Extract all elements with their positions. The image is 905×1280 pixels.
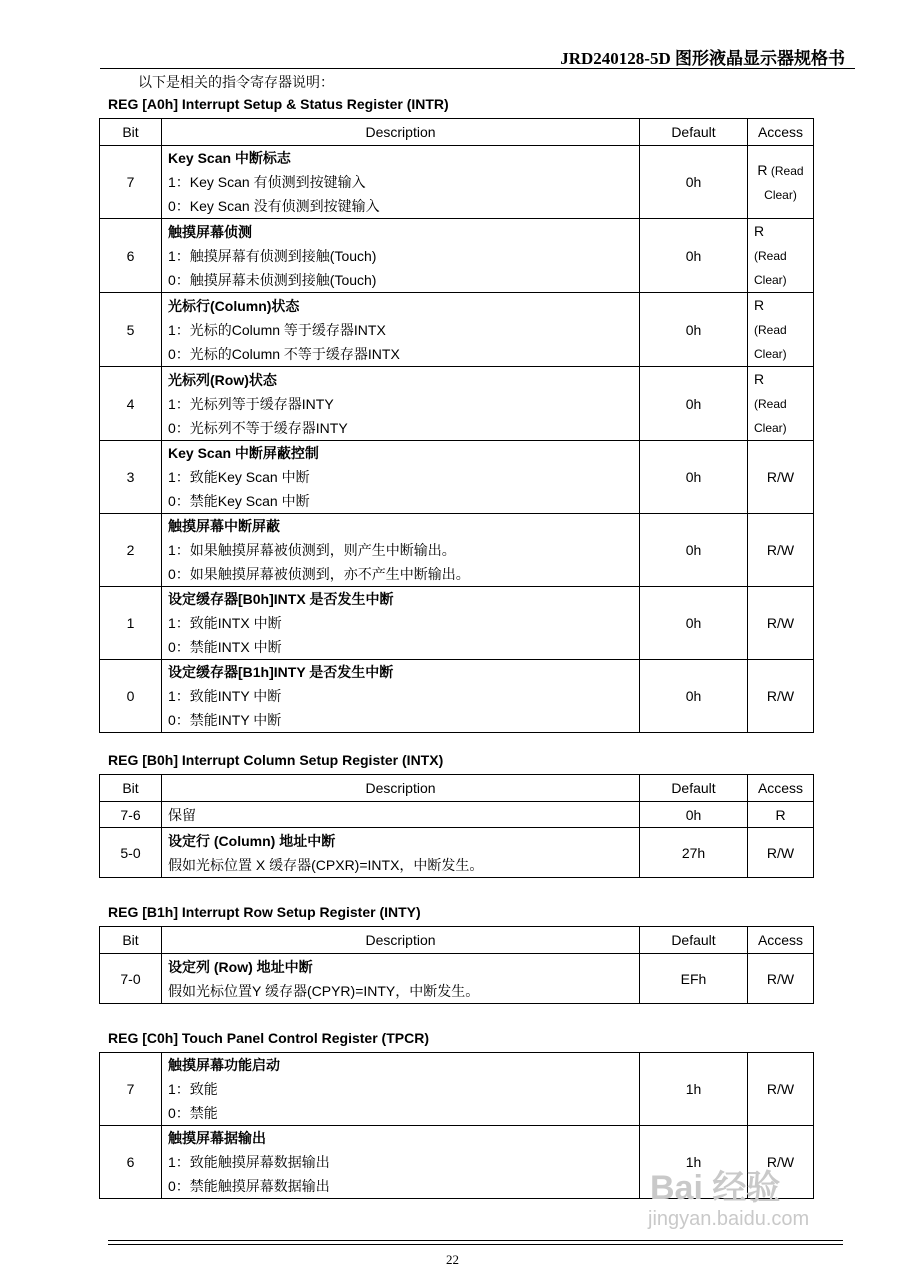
- access-mode: R: [757, 161, 768, 178]
- description-heading: Key Scan 中断标志: [168, 150, 291, 166]
- bit-cell: 7: [100, 146, 162, 219]
- description-line: 1：致能Key Scan 中断: [168, 469, 310, 485]
- access-cell: [748, 367, 814, 441]
- access-cell: R: [748, 802, 814, 828]
- description-heading: 设定缓存器[B1h]INTY 是否发生中断: [168, 664, 394, 680]
- baidu-watermark-logo: Bai 经验: [650, 1169, 781, 1207]
- description-line: 1：Key Scan 有侦测到按键输入: [168, 174, 366, 190]
- description-cell: [162, 293, 640, 367]
- description-line: 0：光标列不等于缓存器INTY: [168, 419, 348, 436]
- access-note: Clear): [754, 421, 787, 435]
- description-cell: [162, 1126, 640, 1199]
- page-number: 22: [446, 1252, 459, 1267]
- access-cell: [748, 293, 814, 367]
- col-bit: Bit: [100, 927, 162, 954]
- table-row: [100, 146, 814, 219]
- description-heading: 设定行 (Column) 地址中断: [168, 832, 336, 849]
- default-cell: 0h: [640, 367, 748, 441]
- col-description: Description: [162, 927, 640, 954]
- col-access: Access: [748, 775, 814, 802]
- bit-cell: 5-0: [100, 828, 162, 878]
- reg-b0-title: REG [B0h] Interrupt Column Setup Register (INTX): [108, 752, 444, 768]
- description-line: 1：光标的Column 等于缓存器INTX: [168, 321, 386, 338]
- default-cell: 27h: [640, 828, 748, 878]
- bit-cell: 0: [100, 660, 162, 733]
- bit-cell: 4: [100, 367, 162, 441]
- description-heading: 设定缓存器[B0h]INTX 是否发生中断: [168, 591, 394, 607]
- reg-a0-table: [99, 118, 814, 733]
- col-access: Access: [748, 927, 814, 954]
- access-note: (Read: [770, 163, 804, 178]
- bit-cell: 2: [100, 514, 162, 587]
- access-note: Clear): [754, 347, 787, 361]
- default-cell: 0h: [640, 660, 748, 733]
- col-description: Description: [162, 119, 640, 146]
- bit-cell: 7: [100, 1053, 162, 1126]
- access-mode: R: [754, 297, 765, 313]
- description-heading: 触摸屏幕侦测: [168, 223, 252, 240]
- reg-b1-table: [99, 926, 814, 1004]
- default-cell: 0h: [640, 802, 748, 828]
- description-line: 0：禁能INTY 中断: [168, 712, 282, 728]
- description-line: 0：如果触摸屏幕被侦测到，亦不产生中断输出。: [168, 566, 470, 582]
- access-note: Clear): [764, 187, 797, 202]
- description-heading: 触摸屏幕中断屏蔽: [168, 518, 280, 534]
- description-line: 1：致能触摸屏幕数据输出: [168, 1154, 330, 1170]
- description-line: 0：Key Scan 没有侦测到按键输入: [168, 198, 380, 214]
- access-note: (Read: [754, 249, 787, 263]
- access-cell: R/W: [748, 1126, 814, 1199]
- table-row: [100, 441, 814, 514]
- access-cell: R/W: [748, 954, 814, 1004]
- access-cell: R/W: [748, 514, 814, 587]
- default-cell: 0h: [640, 146, 748, 219]
- table-row: [100, 514, 814, 587]
- description-line: 1：致能: [168, 1081, 218, 1097]
- description-heading: 触摸屏幕功能启动: [168, 1057, 280, 1073]
- description-cell: [162, 367, 640, 441]
- description-heading: Key Scan 中断屏蔽控制: [168, 445, 319, 461]
- description-line: 0：禁能INTX 中断: [168, 639, 282, 655]
- description-line: 0：光标的Column 不等于缓存器INTX: [168, 345, 400, 362]
- access-mode: R: [754, 223, 765, 239]
- col-access: Access: [748, 119, 814, 146]
- table-row: [100, 367, 814, 441]
- col-default: Default: [640, 119, 748, 146]
- description-cell: [162, 146, 640, 219]
- col-default: Default: [640, 775, 748, 802]
- col-default: Default: [640, 927, 748, 954]
- description-line: 假如光标位置Y 缓存器(CPYR)=INTY，中断发生。: [168, 982, 480, 999]
- description-line: 0：禁能触摸屏幕数据输出: [168, 1178, 330, 1194]
- default-cell: 1h: [640, 1126, 748, 1199]
- description-line: 1：触摸屏幕有侦测到接触(Touch): [168, 247, 377, 264]
- table-row: [100, 587, 814, 660]
- reg-a0-title: REG [A0h] Interrupt Setup & Status Register (INTR): [108, 96, 449, 112]
- description-cell: [162, 828, 640, 878]
- description-cell: [162, 587, 640, 660]
- table-header-row: [100, 927, 814, 954]
- description-cell: [162, 954, 640, 1004]
- default-cell: 1h: [640, 1053, 748, 1126]
- document-title: JRD240128-5D 图形液晶显示器规格书: [560, 49, 845, 68]
- access-note: (Read: [754, 323, 787, 337]
- table-row: [100, 660, 814, 733]
- baidu-watermark-url: jingyan.baidu.com: [648, 1208, 810, 1230]
- description-line: 1：致能INTX 中断: [168, 615, 282, 631]
- description-line: 0：触摸屏幕未侦测到接触(Touch): [168, 271, 377, 288]
- description-line: 假如光标位置 X 缓存器(CPXR)=INTX，中断发生。: [168, 856, 484, 873]
- access-note: (Read: [754, 397, 787, 411]
- access-cell: R/W: [748, 1053, 814, 1126]
- col-bit: Bit: [100, 775, 162, 802]
- description-heading: 触摸屏幕据输出: [168, 1130, 266, 1146]
- description-line: 1：光标列等于缓存器INTY: [168, 395, 334, 412]
- table-row: [100, 954, 814, 1004]
- access-cell: R/W: [748, 587, 814, 660]
- description-line: 0：禁能Key Scan 中断: [168, 493, 310, 509]
- access-mode: R: [754, 371, 765, 387]
- access-cell: [748, 219, 814, 293]
- reg-b1-title: REG [B1h] Interrupt Row Setup Register (INTY): [108, 904, 421, 920]
- table-row: [100, 802, 814, 828]
- default-cell: 0h: [640, 219, 748, 293]
- access-note: Clear): [754, 273, 787, 287]
- bit-cell: 7-0: [100, 954, 162, 1004]
- table-header-row: [100, 119, 814, 146]
- default-cell: 0h: [640, 514, 748, 587]
- description-cell: [162, 219, 640, 293]
- description-line: 1：如果触摸屏幕被侦测到，则产生中断输出。: [168, 542, 456, 558]
- table-row: [100, 828, 814, 878]
- table-row: [100, 293, 814, 367]
- default-cell: 0h: [640, 293, 748, 367]
- description-cell: [162, 660, 640, 733]
- description-heading: 光标列(Row)状态: [168, 371, 277, 388]
- reg-b0-table: [99, 774, 814, 878]
- bit-cell: 5: [100, 293, 162, 367]
- description-cell: [162, 514, 640, 587]
- access-cell: [748, 146, 814, 219]
- default-cell: 0h: [640, 587, 748, 660]
- description-heading: 光标行(Column)状态: [168, 297, 300, 314]
- bit-cell: 6: [100, 219, 162, 293]
- description-cell: 保留: [162, 802, 640, 828]
- bit-cell: 7-6: [100, 802, 162, 828]
- description-cell: [162, 1053, 640, 1126]
- reg-c0-title: REG [C0h] Touch Panel Control Register (TPCR): [108, 1030, 429, 1046]
- default-cell: EFh: [640, 954, 748, 1004]
- description-line: 1：致能INTY 中断: [168, 688, 282, 704]
- intro-text: 以下是相关的指令寄存器说明：: [138, 75, 334, 91]
- col-bit: Bit: [100, 119, 162, 146]
- bit-cell: 6: [100, 1126, 162, 1199]
- table-header-row: [100, 775, 814, 802]
- footer-rule: [108, 1240, 843, 1241]
- bit-cell: 1: [100, 587, 162, 660]
- col-description: Description: [162, 775, 640, 802]
- access-cell: R/W: [748, 441, 814, 514]
- header-rule: [100, 68, 855, 69]
- bit-cell: 3: [100, 441, 162, 514]
- table-row: [100, 1053, 814, 1126]
- footer-rule: [108, 1244, 843, 1245]
- description-heading: 设定列 (Row) 地址中断: [168, 958, 313, 975]
- table-row: [100, 219, 814, 293]
- description-line: 0：禁能: [168, 1105, 218, 1121]
- access-cell: R/W: [748, 828, 814, 878]
- description-cell: [162, 441, 640, 514]
- access-cell: R/W: [748, 660, 814, 733]
- default-cell: 0h: [640, 441, 748, 514]
